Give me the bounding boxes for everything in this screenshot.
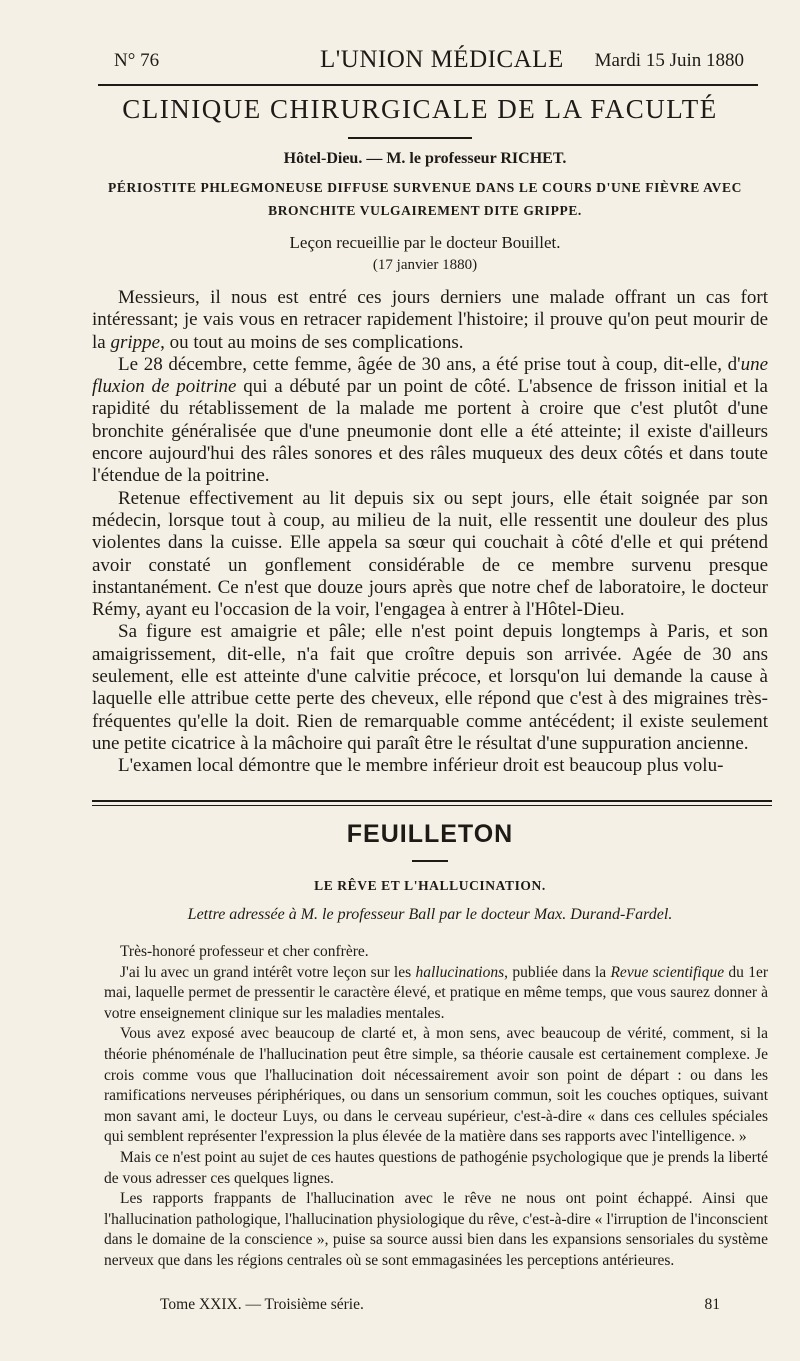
section-divider-bottom [92, 805, 772, 806]
feuilleton-subtitle: LE RÊVE ET L'HALLUCINATION. [314, 878, 546, 893]
lecture-credit: Leçon recueillie par le docteur Bouillet. [289, 233, 561, 252]
paragraph: Les rapports frappants de l'hallucination avec le rêve ne nous ont point échappé. Ainsi que l'hallucination pathologique, l'hallucination physiologique du rêve, c'est-à-dire « l'irruption de l'inconscient dans le domaine de la conscience », puise sa source aussi bien dans les expansions sensoriales du système nerveux que dans les régions centrales où se sont emmagasinées les perceptions antérieures. [104, 1190, 768, 1269]
paragraph: Vous avez exposé avec beaucoup de clarté et, à mon sens, avec beaucoup de vérité, comment, si la théorie phénoménale de l'hallucination peut être simple, sa théorie causale est certainement complexe. Je crois comme vous que l'hallucination doit nécessairement avoir son point de départ : ou dans les ramifications nerveuses périphériques, ou dans un sensorium commun, soit les couches optiques, suivant mon savant ami, le docteur Luys, ou dans le cerveau supérieur, c'est-à-dire « dans ces cellules spéciales qui semblent représenter l'expression la plus élevée de la matière dans ses rapports avec l'intelligence. » [104, 1025, 768, 1146]
paragraph: Le 28 décembre, cette femme, âgée de 30 ans, a été prise tout à coup, dit-elle, d'une fluxion de poitrine qui a débuté par un point de côté. L'absence de frisson initial et la rapidité du rétablissement de la malade me portent à croire que c'est plutôt d'une bronchite généralisée que d'une pneumonie dont elle a été atteinte; il existe d'ailleurs encore aujourd'hui des râles sonores et des râles muqueux des deux côtés et dans toute l'étendue de la poitrine. [92, 353, 768, 487]
paragraph: L'examen local démontre que le membre inférieur droit est beaucoup plus volu- [118, 755, 724, 777]
paragraph: J'ai lu avec un grand intérêt votre leçon sur les hallucinations, publiée dans la Revue scientifique du 1er mai, laquelle permet de pressentir le caractère élevé, et pratique en même temps, que vous saurez donner à votre enseignement clinique sur les maladies mentales. [104, 963, 768, 1022]
page-header [98, 40, 750, 80]
issue-number: N° 76 [114, 50, 160, 71]
feuilleton-title: FEUILLETON [346, 820, 514, 848]
feuilleton-underline [412, 860, 448, 862]
case-title-line1: PÉRIOSTITE PHLEGMONEUSE DIFFUSE SURVENUE DANS LE COURS D'UNE FIÈVRE AVEC [108, 180, 742, 195]
case-title-line2: BRONCHITE VULGAIREMENT DITE GRIPPE. [268, 203, 582, 218]
paragraph: Retenue effectivement au lit depuis six ou sept jours, elle était soignée par son médecin, lorsque tout à coup, au milieu de la nuit, elle ressentit une douleur des plus violentes dans la cuisse. Elle appela sa sœur qui couchait à côté d'elle et qui prétend avoir constaté un gonflement considérable de ce membre survenu presque instantanément. Ce n'est que douze jours après que notre chef de laboratoire, le docteur Rémy, ayant eu l'occasion de la voir, l'engagea à entrer à l'Hôtel-Dieu. [92, 487, 768, 621]
clinic-title: CLINIQUE CHIRURGICALE DE LA FACULTÉ [122, 94, 718, 124]
page-number: 81 [704, 1296, 720, 1313]
title-underline [348, 137, 472, 139]
letter-line: Lettre adressée à M. le professeur Ball par le docteur Max. Durand-Fardel. [187, 906, 673, 923]
header-rule [98, 84, 758, 86]
paragraph: Mais ce n'est point au sujet de ces hautes questions de pathogénie psychologique que je prends la liberté de vous adresser ces quelques lignes. [104, 1148, 768, 1187]
issue-date: Mardi 15 Juin 1880 [594, 50, 744, 71]
paragraph: Messieurs, il nous est entré ces jours derniers une malade offrant un cas fort intéressant; je vais vous en retracer rapidement l'histoire; il prouve qu'on peut mourir de la grippe, ou tout au moins de ses complications. [92, 287, 768, 353]
hospital-line: Hôtel-Dieu. — M. le professeur RICHET. [283, 150, 567, 167]
article-body [92, 287, 768, 778]
feuilleton-body [104, 942, 768, 1272]
section-divider-top [92, 800, 772, 802]
journal-title: L'UNION MÉDICALE [320, 46, 564, 73]
case-title [92, 176, 758, 222]
paragraph: Sa figure est amaigrie et pâle; elle n'est point depuis longtemps à Paris, et son amaigrissement, dit-elle, n'a fait que croître depuis son arrivée. Agée de 30 ans seulement, elle est atteinte d'une calvitie précoce, et lorsqu'on lui demande la cause à laquelle elle attribue cette perte des cheveux, elle répond que c'est à des migraines très-fréquentes qu'elle la doit. Rien de remarquable comme antécédent; il existe seulement une petite cicatrice à la mâchoire qui paraît être le résultat d'une suppuration ancienne. [92, 621, 768, 754]
salutation: Très-honoré professeur et cher confrère. [120, 943, 369, 960]
series-info: Tome XXIX. — Troisième série. [160, 1296, 364, 1313]
lecture-date: (17 janvier 1880) [372, 257, 478, 273]
